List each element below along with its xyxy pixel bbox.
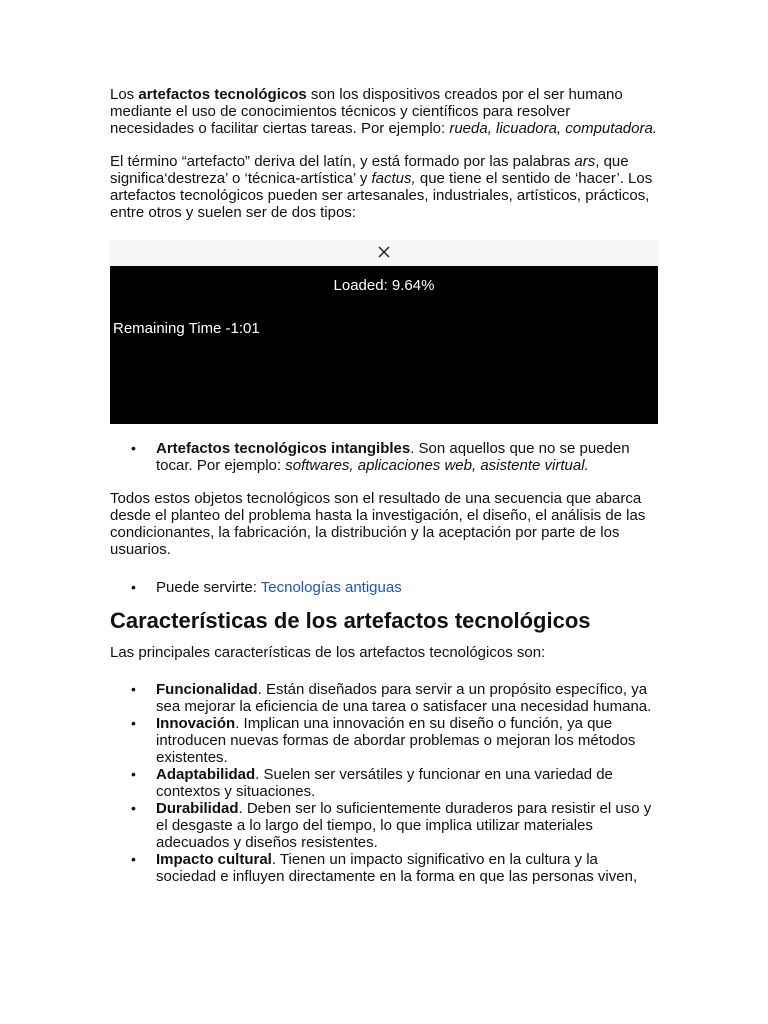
video-player[interactable] <box>110 240 658 424</box>
feature-term: Durabilidad <box>156 800 239 817</box>
list-item <box>156 851 658 885</box>
list-item <box>156 766 658 800</box>
remaining-time: Remaining Time -1:01 <box>113 320 260 337</box>
feature-term: Innovación <box>156 715 236 732</box>
related-list <box>110 579 658 596</box>
intro-text-middle: son los dispositivos creados por el ser humano mediante el uso de conocimientos técnicos y científicos para resolver necesidades o facilitar ciertas tareas. Por ejemplo: <box>110 86 623 137</box>
feature-term: Funcionalidad <box>156 681 258 698</box>
etymology-text-start: El término “artefacto” deriva del latín, y está formado por las palabras <box>110 153 575 170</box>
etymology-text-middle: , que significa‘destreza’ o ‘técnica-artística’ y <box>110 153 629 187</box>
loaded-indicator: Loaded: 9.64% <box>333 277 435 294</box>
etymology-ars: ars <box>574 153 596 170</box>
related-link[interactable]: Tecnologías antiguas <box>260 579 402 596</box>
process-paragraph: Todos estos objetos tecnológicos son el resultado de una secuencia que abarca desde el planteo del problema hasta la investigación, el diseño, el análisis de las condicionantes, la fabricación, la distribución y la aceptación por parte de los usuarios. <box>110 490 646 558</box>
feature-text: . Tienen un impacto significativo en la cultura y la sociedad e influyen directamente en la forma en que las personas viven, <box>156 851 638 885</box>
feature-text: . Están diseñados para servir a un propósito específico, ya sea mejorar la eficiencia de una tarea o satisfacer una necesidad humana. <box>156 681 652 715</box>
intangibles-term: Artefactos tecnológicos intangibles <box>156 440 411 457</box>
intro-text-start: Los <box>110 86 139 103</box>
types-list <box>110 440 658 474</box>
feature-term: Adaptabilidad <box>156 766 256 783</box>
section-heading: Características de los artefactos tecnológicos <box>110 608 591 633</box>
intro-examples: rueda, licuadora, computadora. <box>449 120 657 137</box>
list-item <box>156 715 658 766</box>
intro-paragraph <box>110 86 658 137</box>
intangibles-text: . Son aquellos que no se pueden tocar. Por ejemplo: <box>156 440 630 474</box>
intangibles-examples: softwares, aplicaciones web, asistente virtual. <box>285 457 589 474</box>
features-list <box>110 681 658 885</box>
feature-text: . Implican una innovación en su diseño o función, ya que introducen nuevas formas de abordar problemas o mejoran los métodos existentes. <box>156 715 636 766</box>
video-top-bar <box>110 240 658 266</box>
feature-text: . Suelen ser versátiles y funcionar en una variedad de contextos y situaciones. <box>156 766 613 800</box>
feature-text: . Deben ser lo suficientemente duraderos para resistir el uso y el desgaste a lo largo del tiempo, lo que implica utilizar materiales adecuados y diseños resistentes. <box>156 800 652 851</box>
etymology-paragraph <box>110 153 658 221</box>
close-icon[interactable] <box>376 244 392 260</box>
feature-term: Impacto cultural <box>156 851 272 868</box>
related-label: Puede servirte: <box>156 579 261 596</box>
list-item <box>156 681 658 715</box>
list-item <box>156 800 658 851</box>
features-intro: Las principales características de los artefactos tecnológicos son: <box>110 644 546 661</box>
article-body <box>110 86 658 885</box>
video-screen[interactable] <box>110 266 658 424</box>
list-item <box>156 440 658 474</box>
intro-bold-term: artefactos tecnológicos <box>138 86 307 103</box>
list-item <box>156 579 658 596</box>
etymology-text-end: que tiene el sentido de ‘hacer’. Los artefactos tecnológicos pueden ser artesanales, industriales, artísticos, prácticos, entre otros y suelen ser de dos tipos: <box>110 170 653 221</box>
etymology-factus: factus, <box>371 170 416 187</box>
